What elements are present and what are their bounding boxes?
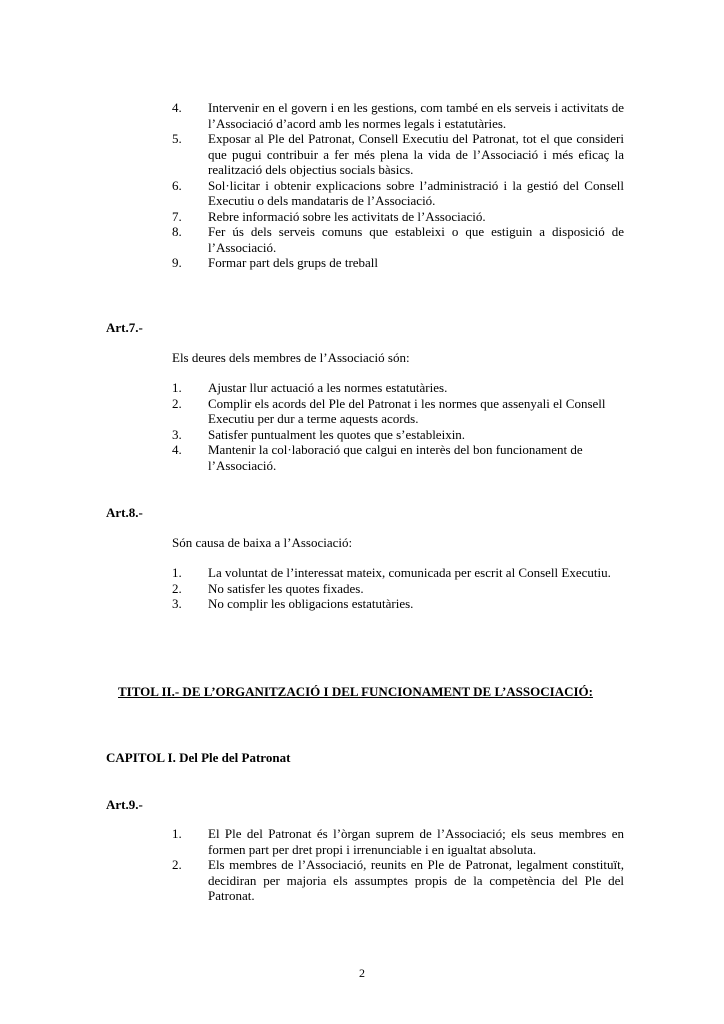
- art7-list: [172, 380, 612, 473]
- list-item: [172, 100, 624, 131]
- item-number: 5.: [172, 131, 182, 146]
- item-number: 9.: [172, 255, 182, 270]
- list-item: [172, 396, 612, 427]
- item-number: 2.: [172, 395, 182, 411]
- article-9-heading: Art.9.-: [106, 797, 143, 812]
- item-text: Formar part dels grups de treball: [208, 255, 379, 270]
- article-8-intro: Són causa de baixa a l’Associació:: [172, 535, 353, 550]
- title-ii-heading: TITOL II.- DE L’ORGANITZACIÓ I DEL FUNCIONAMENT DE L’ASSOCIACIÓ:: [118, 684, 593, 699]
- article-7-intro: Els deures dels membres de l’Associació són:: [172, 350, 410, 365]
- list-item: [172, 255, 624, 271]
- item-text: Ajustar llur actuació a les normes estatutàries.: [208, 380, 448, 395]
- item-text: La voluntat de l’interessat mateix, comunicada per escrit al Consell Executiu.: [208, 565, 611, 580]
- item-text: Satisfer puntualment les quotes que s’estableixin.: [208, 426, 466, 442]
- list-item: [172, 178, 624, 209]
- item-number: 1.: [172, 565, 182, 580]
- list-item: [172, 596, 612, 612]
- item-text: Sol·licitar i obtenir explicacions sobre l’administració i la gestió del Consell Executiu o dels mandataris de l’Associació.: [208, 177, 624, 208]
- item-number: 4.: [172, 100, 182, 115]
- item-text: Els membres de l’Associació, reunits en Ple de Patronat, legalment constituït, decidiran per majoria els assumptes propis de la competència del Ple del Patronat.: [208, 857, 624, 903]
- list-item: [172, 442, 612, 473]
- art9-list: [172, 826, 624, 904]
- list-item: [172, 209, 624, 225]
- item-text: El Ple del Patronat és l’òrgan suprem de l’Associació; els seus membres en formen part per dret propi i irrenunciable i en igualtat absoluta.: [208, 826, 624, 857]
- article-7-heading: Art.7.-: [106, 320, 143, 335]
- item-text: No complir les obligacions estatutàries.: [208, 596, 414, 611]
- item-text: Intervenir en el govern i en les gestions, com també en els serveis i activitats de l’Associació d’acord amb les normes legals i estatutàries.: [208, 100, 624, 131]
- item-number: 8.: [172, 224, 182, 239]
- item-text: No satisfer les quotes fixades.: [208, 580, 364, 596]
- list-item: [172, 427, 612, 443]
- item-text: Mantenir la col·laboració que calgui en interès del bon funcionament de l’Associació.: [208, 442, 583, 473]
- item-number: 4.: [172, 442, 182, 457]
- item-number: 7.: [172, 208, 182, 224]
- list-item: [172, 224, 624, 255]
- list-item: [172, 380, 612, 396]
- list-item: [172, 565, 612, 581]
- page-number: 2: [359, 966, 365, 980]
- item-number: 1.: [172, 380, 182, 395]
- article-8-heading: Art.8.-: [106, 505, 143, 520]
- art6-list: [172, 100, 624, 271]
- item-number: 3.: [172, 426, 182, 442]
- list-item: [172, 857, 624, 904]
- item-text: Exposar al Ple del Patronat, Consell Executiu del Patronat, tot el que consideri que pugui contribuir a fer més plena la vida de l’Associació i més eficaç la realització dels objectius socials bàsics.: [208, 131, 624, 177]
- list-item: [172, 131, 624, 178]
- item-number: 6.: [172, 177, 182, 193]
- art8-list: [172, 565, 612, 612]
- list-item: [172, 826, 624, 857]
- item-text: Fer ús dels serveis comuns que estableixi o que estiguin a disposició de l’Associació.: [208, 224, 624, 255]
- item-number: 2.: [172, 580, 182, 596]
- item-number: 3.: [172, 596, 182, 611]
- chapter-1-heading: CAPITOL I. Del Ple del Patronat: [106, 750, 291, 765]
- item-text: Rebre informació sobre les activitats de l’Associació.: [208, 208, 486, 224]
- item-number: 2.: [172, 857, 182, 872]
- list-item: [172, 581, 612, 597]
- item-text: Complir els acords del Ple del Patronat i les normes que assenyali el Consell Executiu per dur a terme aquests acords.: [208, 395, 606, 426]
- item-number: 1.: [172, 826, 182, 841]
